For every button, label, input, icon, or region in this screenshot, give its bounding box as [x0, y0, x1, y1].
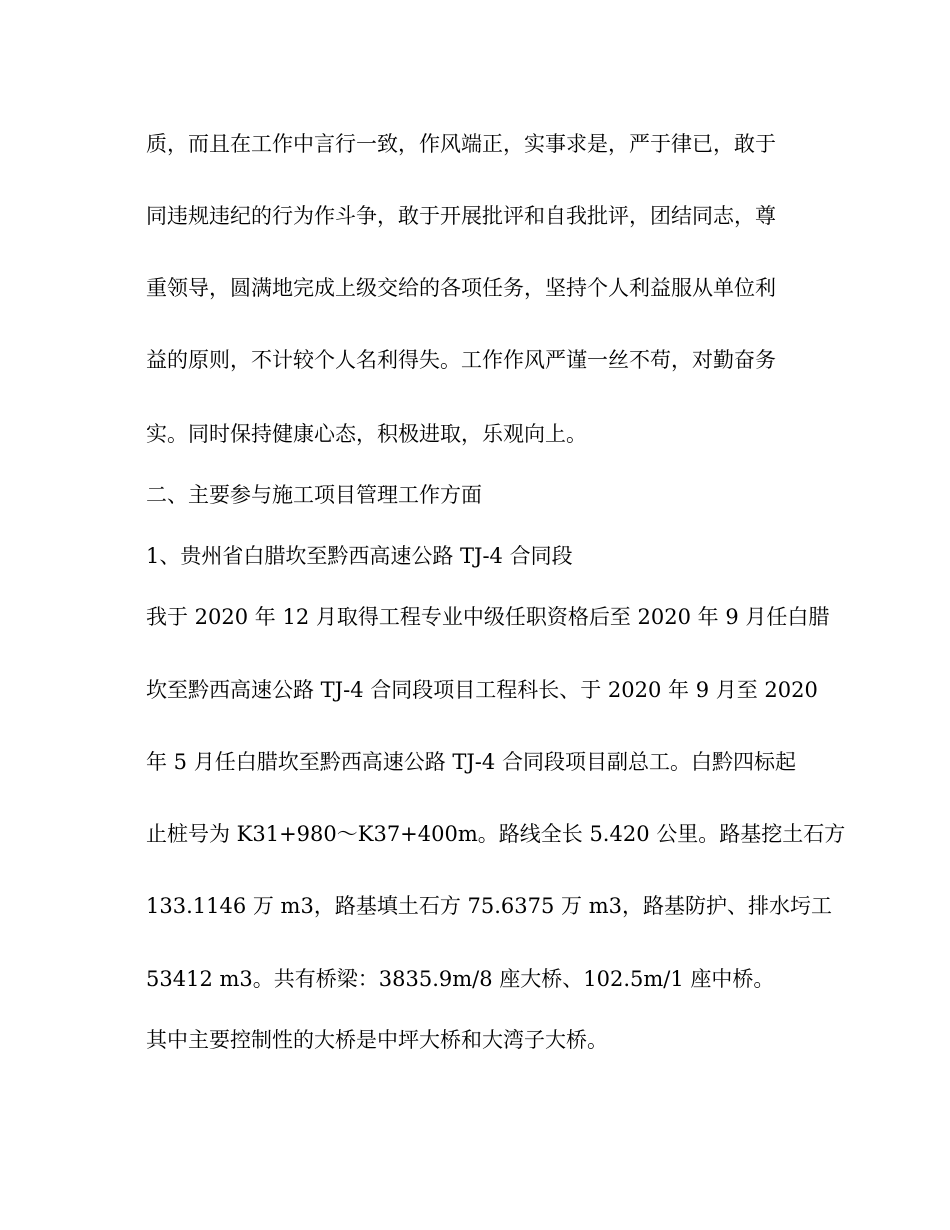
subsection-heading: 1、贵州省白腊坎至黔西高速公路 TJ-4 合同段 [146, 544, 573, 568]
paragraph-line: 益的原则，不计较个人名利得失。工作作风严谨一丝不苟，对勤奋务 [146, 348, 776, 372]
paragraph-line: 同违规违纪的行为作斗争，敢于开展批评和自我批评，团结同志，尊 [146, 204, 776, 228]
paragraph-line: 止桩号为 K31+980～K37+400m。路线全长 5.420 公里。路基挖土石方 [146, 822, 846, 846]
paragraph-line: 53412 m3。共有桥梁：3835.9m/8 座大桥、102.5m/1 座中桥。 [146, 967, 775, 991]
paragraph-line: 质，而且在工作中言行一致，作风端正，实事求是，严于律已，敢于 [146, 132, 776, 156]
paragraph-line: 重领导，圆满地完成上级交给的各项任务，坚持个人利益服从单位利 [146, 276, 776, 300]
paragraph-line: 坎至黔西高速公路 TJ-4 合同段项目工程科长、于 2020 年 9 月至 2020 [146, 678, 818, 702]
paragraph-line: 133.1146 万 m3，路基填土石方 75.6375 万 m3，路基防护、排水圬工 [146, 894, 832, 918]
paragraph-line: 年 5 月任白腊坎至黔西高速公路 TJ-4 合同段项目副总工。白黔四标起 [146, 750, 796, 774]
section-heading: 二、主要参与施工项目管理工作方面 [146, 483, 482, 507]
paragraph-line: 实。同时保持健康心态，积极进取，乐观向上。 [146, 422, 587, 446]
paragraph-line: 我于 2020 年 12 月取得工程专业中级任职资格后至 2020 年 9 月任白腊 [146, 605, 830, 629]
paragraph-line: 其中主要控制性的大桥是中坪大桥和大湾子大桥。 [146, 1028, 608, 1052]
